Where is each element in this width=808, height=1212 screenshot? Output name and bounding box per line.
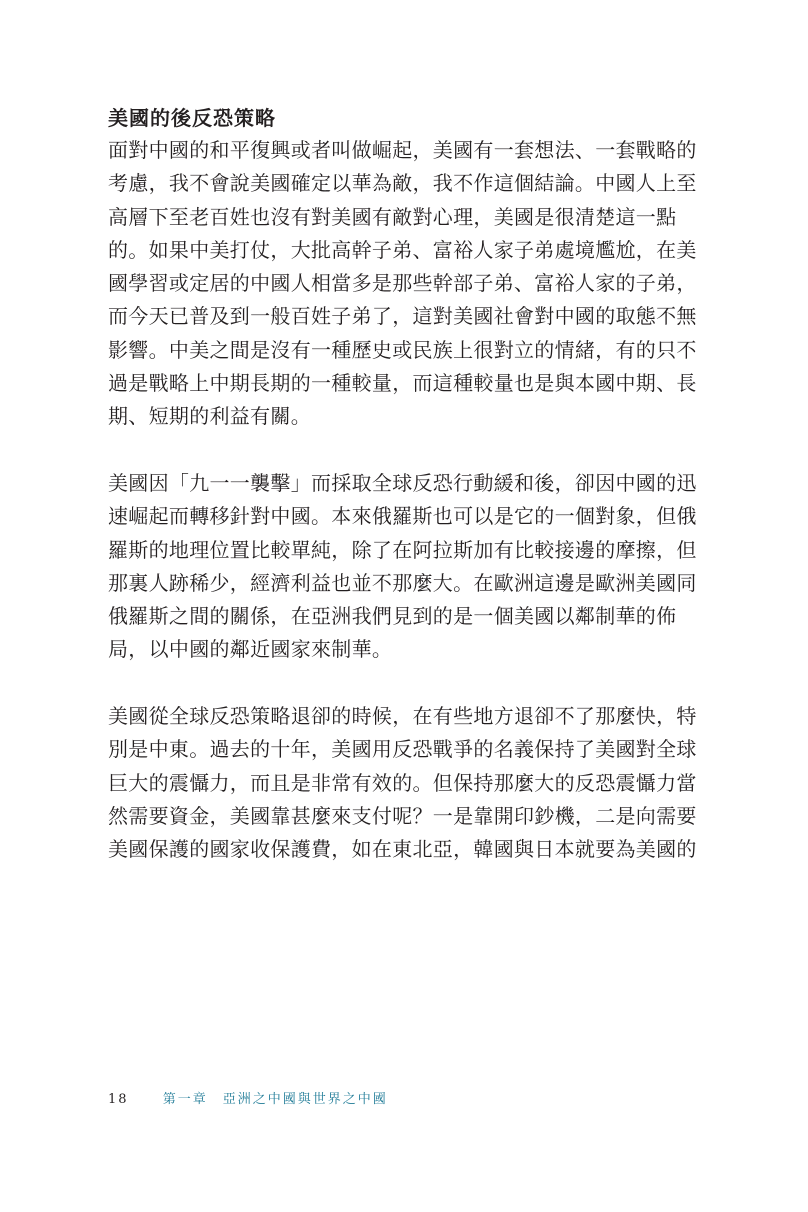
text-line: 那裏人跡稀少，經濟利益也並不那麼大。在歐洲這邊是歐洲美國同 [108,570,697,595]
page-footer [108,1090,388,1110]
paragraph-gap [108,667,708,700]
paragraph-gap [108,434,708,467]
text-line: 美國保護的國家收保護費，如在東北亞，韓國與日本就要為美國的 [108,837,697,862]
text-line: 速崛起而轉移針對中國。本來俄羅斯也可以是它的一個對象，但俄 [108,504,697,529]
text-line: 考慮，我不會說美國確定以華為敵，我不作這個結論。中國人上至 [108,171,697,196]
text-line: 國學習或定居的中國人相當多是那些幹部子弟、富裕人家的子弟， [108,271,697,296]
text-line: 面對中國的和平復興或者叫做崛起，美國有一套想法、一套戰略的 [108,138,697,162]
text-line: 期、短期的利益有關。 [108,404,311,429]
text-line: 美國因「九一一襲擊」而採取全球反恐行動緩和後，卻因中國的迅 [108,470,697,495]
text-line: 局，以中國的鄰近國家來制華。 [108,637,393,662]
page-number: 18 [108,1092,129,1107]
text-line: 影響。中美之間是沒有一種歷史或民族上很對立的情緒，有的只不 [108,337,697,362]
text-line: 然需要資金，美國靠甚麼來支付呢？一是靠開印鈔機，二是向需要 [108,803,697,828]
body-text [108,134,708,867]
paragraph-3 [108,700,708,866]
paragraph-1 [108,134,708,434]
text-line: 的。如果中美打仗，大批高幹子弟、富裕人家子弟處境尷尬，在美 [108,237,697,262]
text-line: 美國從全球反恐策略退卻的時候，在有些地方退卻不了那麼快，特 [108,704,697,729]
text-line: 俄羅斯之間的關係，在亞洲我們見到的是一個美國以鄰制華的佈 [108,604,677,629]
chapter-title: 第一章 亞洲之中國與世界之中國 [162,1092,388,1107]
text-line: 過是戰略上中期長期的一種較量，而這種較量也是與本國中期、長 [108,371,697,396]
section-title: 美國的後反恐策略 [108,106,276,130]
text-line: 而今天已普及到一般百姓子弟了，這對美國社會對中國的取態不無 [108,304,697,329]
text-line: 巨大的震懾力，而且是非常有效的。但保持那麼大的反恐震懾力當 [108,770,697,795]
text-line: 別是中東。過去的十年，美國用反恐戰爭的名義保持了美國對全球 [108,737,697,762]
text-line: 高層下至老百姓也沒有對美國有敵對心理，美國是很清楚這一點 [108,204,677,229]
paragraph-2 [108,467,708,667]
text-line: 羅斯的地理位置比較單純，除了在阿拉斯加有比較接邊的摩擦，但 [108,537,697,562]
